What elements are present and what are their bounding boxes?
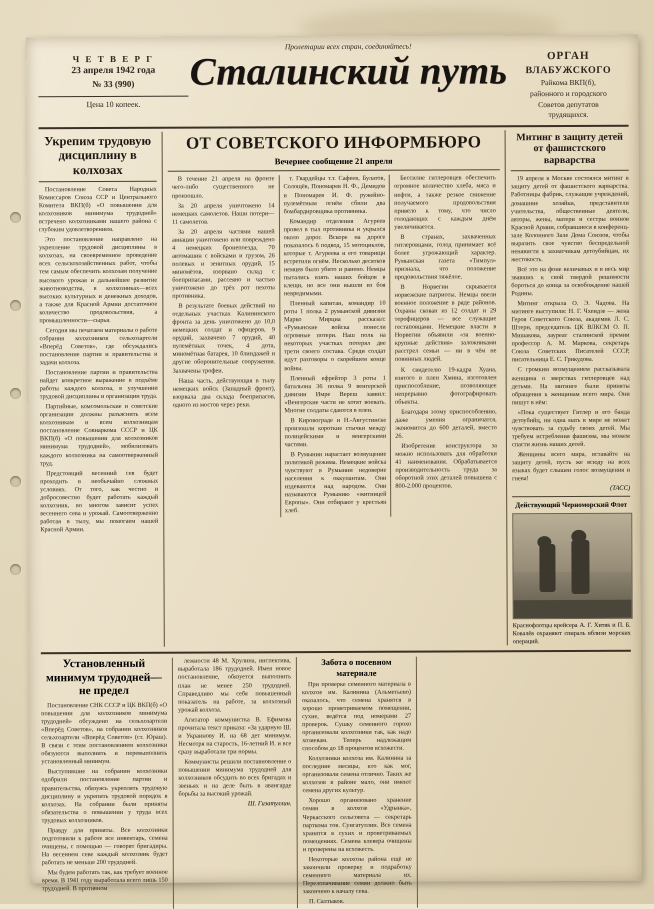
organ-label: ОРГАН: [508, 49, 628, 65]
punch-hole: [10, 212, 21, 223]
section-rule: [512, 496, 630, 498]
meeting-paragraph: Всё это на фоне величавых и в весь мир звавших к свой твердой решимости бороться до конца за освобождение нашей Родины.: [511, 266, 629, 299]
column-divider: [162, 132, 165, 647]
informburo-paragraph: К свидетелю 19-кадра Хуана, взятого в плен Хмина, изготовлен приспособление, позволяющее непрерывно фотографировать объекты.: [395, 366, 497, 407]
photo-kicker: Действующий Черноморский Флот: [512, 501, 630, 510]
section-rule: [168, 170, 500, 172]
editorial-paragraph: Партийные, комсомольские и советские организации должны разъяснить всем колхозникам и всем колхозницам постановление Совнаркома СССР и ЦК ВКП(б) «О повышении для колхозников минимума трудодней», мобилизовать каждого колхозника на самоотверженный труд.: [40, 403, 158, 468]
masthead-right: [508, 41, 628, 121]
seed-care-headline: Забота о посевном материале: [302, 657, 411, 678]
issue-day-of-week: Ч Е Т В Е Р Г: [38, 53, 188, 66]
informburo-paragraph: Наша часть, действующая в тылу немецких войск (Западный фронт), взорвала два склада боеприпасов, одного из мостов через реки.: [173, 377, 276, 410]
organ-soviet2: Советов депутатов: [508, 99, 628, 110]
masthead-center: [188, 41, 508, 91]
trudodni-paragraph: Мы будем работать так, как требует военное время. В 1941 году выработала всего лишь 150 трудодней. В противном: [42, 869, 168, 894]
trudodni-paragraph: лежности 48 М. Хрулина, инспектива, выработала 186 трудодней. Имея новое постановление, обязуется выполнить план не менее 250 трудодней. Справедливо мы себя повышенный показатель на работе, за колхозный урожай колхоза.: [178, 658, 291, 715]
informburo-paragraph: Пленный капитан, командир 10 роты 1 полка 2 румынской дивизии Марко Мирциа рассказал: «Румынские войска понесли огромные потери. Наш полк на некоторых участках потерял две трети своего состава. Среди солдат идут разговоры о скорейшем конце войны.: [284, 300, 386, 373]
newspaper-page: [26, 35, 642, 884]
informburo-paragraph: Командир отделения Агуреев провел в тыл противника и укрылся около дорог. Вскоре на дороге показалось 6 подвод, 15 мотоциклов, которые т. Агуреева и его товарищи встретили огнём. Несколько десятков немцев было убито и ранено. Немцы пытались взять наших бойцов в клещи, но все они вышли из боя невредимыми.: [284, 217, 386, 298]
organ-city: ВЛАБУЖСКОГО: [508, 64, 628, 79]
informburo-headline: ОТ СОВЕТСКОГО ИНФОРМБЮРО: [168, 132, 500, 153]
editorial-paragraph: Сегодня мы печатаем материалы о работе собрания колхозников сельхозартели «Вперёд Советов», где обсуждались постановление партии и правительства и задачи колхоза.: [39, 327, 157, 368]
informburo-column-1: [168, 176, 280, 518]
masthead: [38, 41, 628, 129]
meeting-paragraph: 19 апреля в Москве состоялся митинг в защиту детей от фашистского варварства. Работницы фабрик, служащие учреждений, домашние хозяйки, представители учительства, общественные деятели, авторы, жены, матери и сестры воинов Красной Армии, собравшиеся в конференц-зале Колонного Зале Дома Союзов, чтобы выразить свое чувство беспредельной ненависти к захватчикам детоубийцам, их жестокость.: [511, 175, 629, 264]
editorial-headline: Укрепим трудовую дисциплину в колхозах: [39, 134, 157, 183]
masthead-left: [38, 43, 188, 112]
seed-care-paragraph: П. Салтыков.: [303, 898, 412, 907]
bottom-filler: [417, 656, 632, 908]
photo-caption: Краснофлотцы крейсера А. Г. Хитяк и П. Б. Ковалёв охраняют спираль вблизи морских операций.: [513, 622, 631, 646]
informburo-paragraph: Изобретение конструктора за можно использовать для обработки 41 наименования. Обрабатывается производительность труда за оборотной этих деталей повышена с 800-2.000 процентов.: [395, 442, 497, 491]
trudodni-paragraph: Выступившие на собрании колхозники одобрили постановление партии и правительства, обязуясь укреплять трудовую дисциплину и укрепить трудовой порядок в колхозах. На собрании были приняты обязательства о повышении у труда всех трудовых колхозников.: [41, 768, 167, 825]
punch-hole: [10, 388, 21, 399]
trudodni-paragraph: Коммунисты решили поставновление о повышении минимума трудодней для колхозников обсудить во всех бригадах и звеньях и на деле быть в авангарде борьбы за высокий урожай.: [178, 758, 291, 799]
meeting-headline: Митинг в защиту детей от фашистского варварства: [511, 132, 629, 172]
seed-care-paragraph: При проверке семенного материала в колхозе им. Калинина (Альметьево) оказалось, что семена хранятся в хорошо проветриваемом помещении, сухие, ведётся под номерами 27 проверок. Сушку семенного горохо организовали колхозники так, как надо хозяевам. Теперь надлежащим способом до 18 процентов всхожести.: [302, 680, 411, 753]
punch-hole: [10, 564, 21, 575]
meeting-paragraph: С громким возмущением рассказывала женщина о зверствах гитлеровцев над детьми. На митинге были приняты обращения к женщинам всего мира. Они пишут в нём:: [512, 366, 630, 407]
editorial-paragraph: Постановление Совета Народных Комиссаров Союза ССР и Центрального Комитета ВКП(б) «О повышении для колхозников минимума трудодней» встречено колхозниками нашего района с глубоким удовлетворением.: [39, 186, 157, 235]
column-editorial: [39, 132, 159, 648]
informburo-paragraph: В Кировограде и Н.-Августинске произошли короткие стычки между полицейскими и венгерскими частями.: [284, 417, 386, 450]
meeting-paragraph: Митинг открыла О. Э. Чадова. На митинге выступили: Н. Г. Чхеидзе — жена Героя Советского Союза, академик Л. С. Штерн, председатель ЦК ВЛКСМ О. П. Мишакова, лауреат сталинской премии профессор А. М. Маркова, секретарь Союза Советских Писателей СССР, писательница Е. С. Грикудова.: [511, 300, 629, 365]
issue-date: 23 апреля 1942 года: [38, 65, 188, 78]
punch-hole: [10, 476, 21, 487]
article-trudodni: [41, 658, 174, 909]
issue-price: Цена 10 копеек.: [38, 96, 188, 111]
trudodni-paragraph: Постановление СНК СССР и ЦК ВКП(б) «О повышении для колхозников минимума трудодней» обсуждено на сельхозартели «Вперёд Советов», на собрании колхозников сельхозартели «Вперёд Советов» (ст. Юраш). В связи с этим постановлением колхозники обязуются выполнить и перевыполнить установленный минимум.: [41, 702, 167, 767]
informburo-paragraph: В странах, захваченных гитлеровцами, голод принимает всё более угрожающий характер. Румынская газета «Тимпул» признала, что положение продовольствия тяжёлое.: [394, 233, 496, 282]
seed-care-paragraph: Колхозники колхоза им. Калинина за последние месяцы, кто как мог, организовали семена отлично. Таких же колхозов в районе мало, они имеют семена других культур.: [302, 755, 411, 796]
editorial-paragraph: Это постановление направлено на укрепление трудовой дисциплины в колхозах, на своевременное проведение всех сельскохозяйственных работ, чтобы тем самым обеспечить колхозам получение высокого урожая и дальнейшее развитие животноводства, в колхозниках—всех высоких культурных и денежных доходов, а также для Красной Армии достаточное количество продовольствия, а промышленности—сырья.: [39, 236, 157, 325]
trudodni-byline: Ш. Гизатуллин.: [178, 800, 291, 807]
meeting-paragraph: «Пока существует Гитлер и его банда детоубийц, ни одна мать в мире не может чувствовать за судьбу своих детей. Мы требуем истребления фашизма, мы можем спасти жизнь наших детей.: [512, 408, 630, 449]
article-trudodni-cont: [173, 658, 298, 909]
meeting-source: (ТАСС): [512, 485, 630, 493]
informburo-paragraph: В Норвегии скрывается норвежские патриоты. Немцы ввели военное положение в ряде районов. Охраны скован из 12 солдат и 29 терофицеров — все служащие гестаповцами. Немецкие власти в Норвегии объявили «за военно-крупные действия» заложниками расстрел семьи — ни в чём не повинных людей.: [395, 283, 497, 364]
photo-deck: [514, 600, 632, 619]
informburo-columns: [168, 175, 501, 518]
column-informburo: [168, 130, 502, 647]
seed-care-paragraph: Некоторые колхозы района ещё не закончили проверку и подработку семенного материала их. Перелопачивание семян должно быть закончено к началу сева.: [303, 855, 412, 896]
trudodni-paragraph: Правду для приняты. Все колхозники подготовили к работе все инвентарь, семена очищены, с помощью — говорят бригадиры. На весеннем севе каждый колхозник будет работать не меньше 200 трудодней.: [42, 826, 168, 867]
informburo-column-2: [278, 175, 390, 517]
punch-hole: [10, 300, 21, 311]
column-divider: [505, 130, 508, 645]
meeting-paragraph: Женщины всего мира, вставайте на защиту детей, пусть же всюду на всех языках будет слышен голос возмущения и гнева!: [512, 451, 630, 484]
seed-care-paragraph: Хорошо организовано хранение семян в колхозе «Удрынка», Черкасского сельсовета — секретарь парткома тов. Сунгатуллин. Все семена хранятся в сухих и проветриваемых помещениях. Семена клевера очищены и проверены на всхожесть.: [302, 797, 411, 854]
organ-party: Райкома ВКП(б),: [508, 78, 628, 89]
photo-sailors: [512, 513, 632, 620]
trudodni-headline: Установленный минимум трудодней—не предел: [41, 658, 167, 698]
issue-number: № 33 (990): [38, 78, 188, 91]
bottom-section: [41, 650, 632, 909]
photo-figure: [539, 544, 555, 592]
informburo-paragraph: В Румынии нарастает возмущение политикой режима. Немецкие войска чувствуют в Румынии недоверие населения к оккупантам. Они издеваются над народом. Они называются Румынию «житницей Европы». Они отбирают у крестьян хлеб.: [285, 451, 387, 516]
informburo-paragraph: т. Гвардейцы т.т. Сафеев, Булатов, Солощёв, Пономарев Н. Ф., Демидов и Пономарев И. Ф. ружейно-пулемётным огнём сбили два бомбардировщика противника.: [283, 175, 385, 216]
informburo-paragraph: За 20 апреля частями нашей авиации уничтожено или повреждено 4 немецких бронепоезда, 70 автомашин с войсками и грузом, 26 полевых и зенитных орудий, 15 миномётов, взорвано склад с боеприпасами, рассеяно и частью уничтожено до трёх рот пехоты противника.: [172, 228, 275, 301]
editorial-paragraph: Постановление партии и правительства найдет конкретное выражение в подъёме работы каждого колхоза, в улучшении трудовой дисциплины и организации труда.: [40, 369, 158, 402]
informburo-subhead: Вечернее сообщение 21 апреля: [168, 156, 500, 167]
column-meeting: [511, 130, 631, 646]
article-seed-care: [297, 657, 418, 908]
editorial-paragraph: Предстоящий весенний сев будет проходить в необычайно сложных условиях. От того, как честно и добросовестно будет работать каждый колхозник, во многом зависит успех весеннего сева и урожай. Самоотверженно работая в тылу, мы помогаем нашей Красной Армии.: [40, 469, 158, 534]
informburo-column-3: [389, 175, 501, 517]
informburo-paragraph: Бессилие гитлеровцев обеспечить огромное количество хлеба, мяса и нефти, а также резкое снижение получаемого продовольствия привело к тому, что число голодающих с каждым днём увеличивается.: [394, 175, 496, 232]
masthead-slogan: Пролетарии всех стран, соединяйтесь!: [188, 41, 508, 51]
organ-soviet3: трудящихся.: [508, 110, 628, 121]
informburo-paragraph: За 20 апреля уничтожено 14 немецких самолетов. Наши потери—11 самолетов.: [172, 202, 275, 227]
organ-soviet1: районного и городского: [508, 89, 628, 100]
photo-figure: [571, 540, 589, 594]
informburo-paragraph: Пленный ефрейтор 3 роты 1 батальона 36 полка 9 венгерской дивизии Имре Вереш заявил: «Венгерские части не хотят воевать. Многие солдаты сдаются в плен.: [284, 374, 386, 415]
newspaper-title: Сталинский путь: [188, 51, 508, 91]
trudodni-paragraph: Агитатор коммунистка В. Ефимова прочитала текст приказа: «За ударную Ш. и Украинову И. на 68 дет минимум. Несмотря на старость, 16-летний И. и все сразу выработали три нормы.: [178, 716, 291, 757]
main-columns: [39, 130, 631, 648]
informburo-paragraph: В результате боевых действий на отдельных участках Калининского фронта за день уничтожено до 10,0 немецких солдат и офицеров, 9 орудий, захвачено 7 орудий, 40 пулемётных точек, 4 дота, миномётная батарея, 10 блиндажей и другие оборонительные сооружения. Захвачены трофеи.: [172, 302, 275, 375]
informburo-paragraph: В течение 21 апреля на фронте чего-либо существенного не произошло.: [172, 176, 275, 201]
informburo-paragraph: Благодаря этому приспособлению, даже умения ограничатся, экономится до 600 деталей, вместо 26.: [395, 408, 497, 441]
